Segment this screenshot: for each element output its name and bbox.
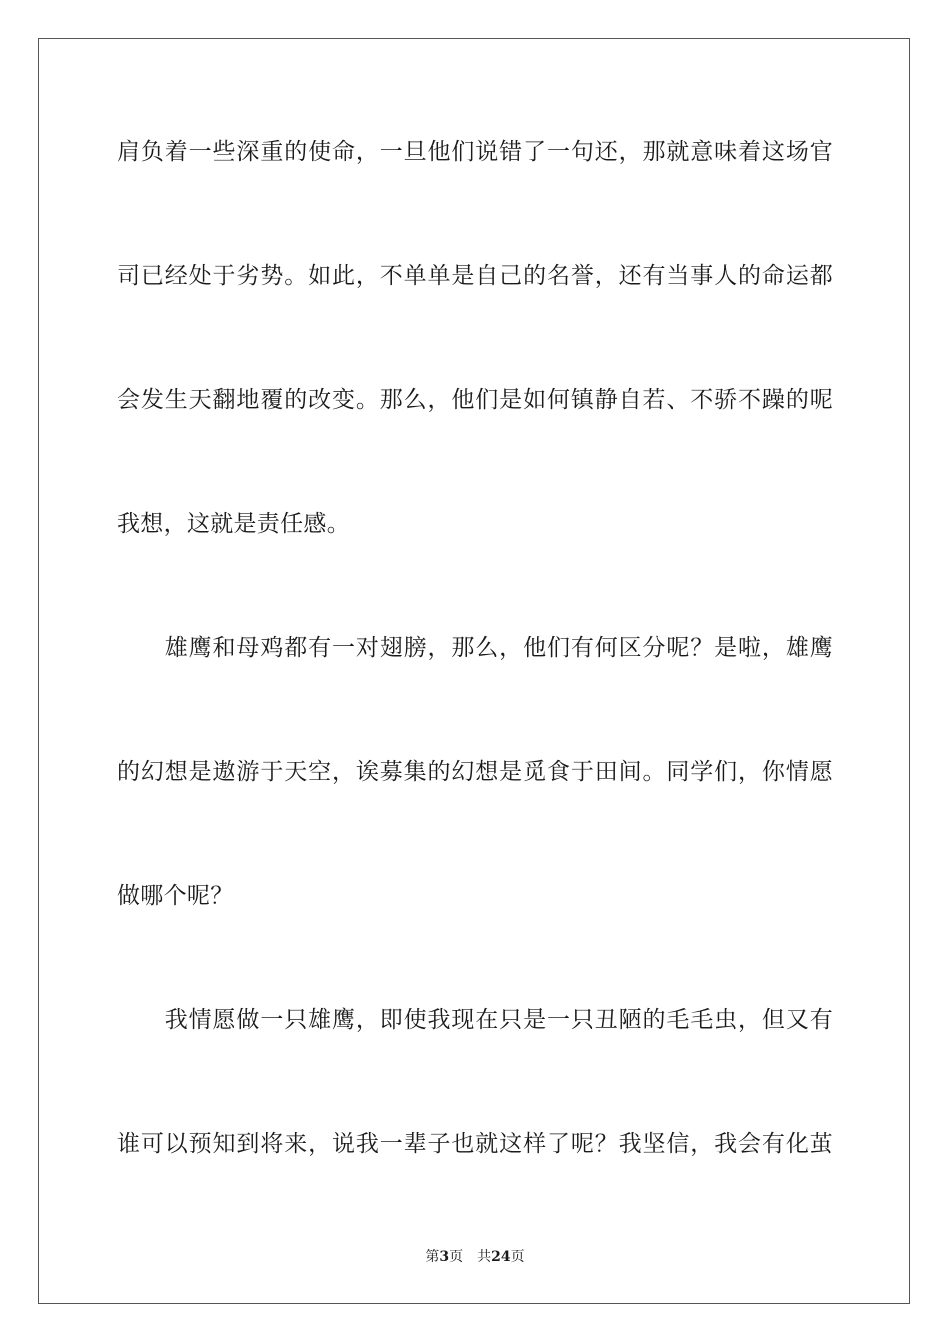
total-suffix: 页 — [510, 1249, 525, 1265]
page-border — [38, 38, 910, 1304]
text-line-5: 雄鹰和母鸡都有一对翅膀，那么，他们有何区分呢？是啦，雄鹰 — [117, 635, 833, 661]
text-line-4: 我想，这就是责任感。 — [117, 511, 350, 537]
text-line-9: 谁可以预知到将来，说我一辈子也就这样了呢？我坚信，我会有化茧 — [117, 1131, 833, 1157]
page-suffix: 页 — [449, 1249, 464, 1265]
page-number: 3 — [439, 1249, 450, 1265]
text-line-6: 的幻想是遨游于天空，诶募集的幻想是觅食于田间。同学们，你情愿 — [117, 759, 833, 785]
text-line-7: 做哪个呢？ — [117, 883, 234, 909]
total-pages: 24 — [491, 1249, 511, 1265]
text-line-8: 我情愿做一只雄鹰，即使我现在只是一只丑陋的毛毛虫，但又有 — [117, 1007, 833, 1033]
page-prefix: 第 — [425, 1249, 440, 1265]
text-line-3: 会发生天翻地覆的改变。那么，他们是如何镇静自若、不骄不躁的呢 — [117, 387, 833, 413]
total-prefix: 共 — [477, 1249, 492, 1265]
text-line-1: 肩负着一些深重的使命，一旦他们说错了一句还，那就意味着这场官 — [117, 139, 833, 165]
page-footer — [0, 1248, 950, 1266]
text-line-2: 司已经处于劣势。如此，不单单是自己的名誉，还有当事人的命运都 — [117, 263, 833, 289]
